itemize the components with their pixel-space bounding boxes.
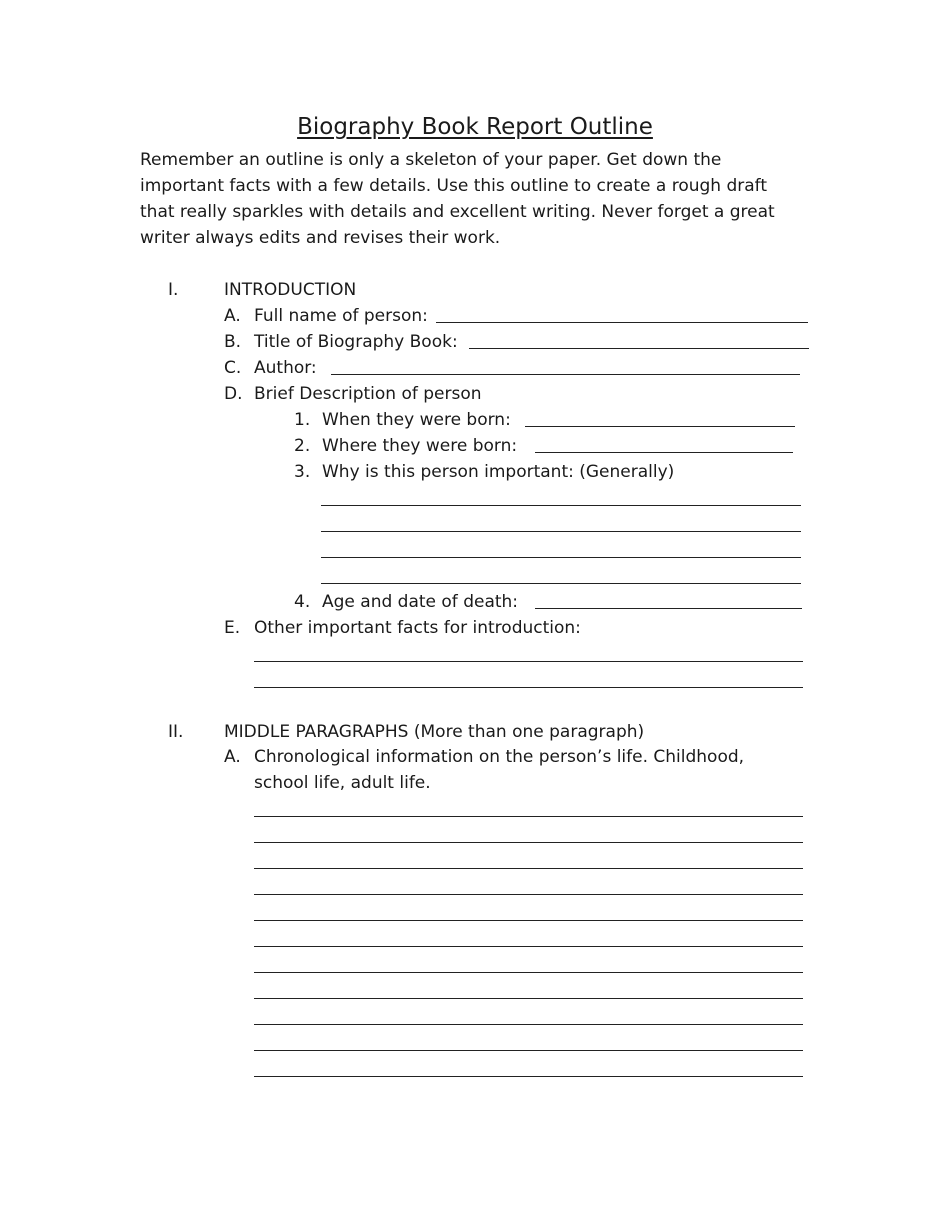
writing-line[interactable] [254, 946, 803, 947]
writing-line[interactable] [254, 920, 803, 921]
intro-paragraph [140, 147, 820, 251]
death-line[interactable] [535, 608, 802, 609]
intro-line: Remember an outline is only a skeleton of your paper. Get down the [140, 150, 722, 170]
section-2-item-a-letter: A. [224, 747, 241, 767]
item-e-letter: E. [224, 618, 241, 638]
section-1-numeral: I. [168, 280, 179, 300]
sub-2-number: 2. [294, 436, 311, 456]
full-name-line[interactable] [436, 322, 808, 323]
item-a-label: Full name of person: [254, 306, 428, 326]
writing-line[interactable] [254, 842, 803, 843]
sub-3-number: 3. [294, 462, 311, 482]
born-where-line[interactable] [535, 452, 793, 453]
born-when-line[interactable] [525, 426, 795, 427]
section-2-item-a-label-line1: Chronological information on the person’s life. Childhood, [254, 747, 745, 767]
item-d-label: Brief Description of person [254, 384, 482, 404]
item-d-letter: D. [224, 384, 243, 404]
page-title: Biography Book Report Outline [297, 114, 653, 140]
intro-line: important facts with a few details. Use this outline to create a rough draft [140, 176, 768, 196]
sub-4-label: Age and date of death: [322, 592, 519, 612]
author-line[interactable] [331, 374, 800, 375]
importance-line[interactable] [321, 557, 801, 558]
section-2-numeral: II. [168, 722, 184, 742]
writing-line[interactable] [254, 998, 803, 999]
intro-line: writer always edits and revises their work. [140, 228, 501, 248]
sub-1-label: When they were born: [322, 410, 511, 430]
writing-line[interactable] [254, 1050, 803, 1051]
writing-line[interactable] [254, 1076, 803, 1077]
section-1-heading: INTRODUCTION [224, 280, 357, 300]
sub-4-number: 4. [294, 592, 311, 612]
item-c-letter: C. [224, 358, 242, 378]
sub-3-label: Why is this person important: (Generally) [322, 462, 675, 482]
item-b-label: Title of Biography Book: [254, 332, 458, 352]
sub-1-number: 1. [294, 410, 311, 430]
item-a-letter: A. [224, 306, 241, 326]
writing-line[interactable] [254, 894, 803, 895]
section-2-item-a-label-line2: school life, adult life. [254, 773, 431, 793]
importance-line[interactable] [321, 583, 801, 584]
importance-line[interactable] [321, 531, 801, 532]
writing-line[interactable] [254, 1024, 803, 1025]
item-e-label: Other important facts for introduction: [254, 618, 581, 638]
writing-line[interactable] [254, 972, 803, 973]
intro-line: that really sparkles with details and excellent writing. Never forget a great [140, 202, 775, 222]
writing-line[interactable] [254, 868, 803, 869]
item-c-label: Author: [254, 358, 317, 378]
writing-line[interactable] [254, 816, 803, 817]
other-facts-line[interactable] [254, 687, 803, 688]
item-b-letter: B. [224, 332, 242, 352]
sub-2-label: Where they were born: [322, 436, 518, 456]
other-facts-line[interactable] [254, 661, 803, 662]
importance-line[interactable] [321, 505, 801, 506]
section-2-heading: MIDDLE PARAGRAPHS (More than one paragraph) [224, 722, 645, 742]
book-title-line[interactable] [469, 348, 809, 349]
